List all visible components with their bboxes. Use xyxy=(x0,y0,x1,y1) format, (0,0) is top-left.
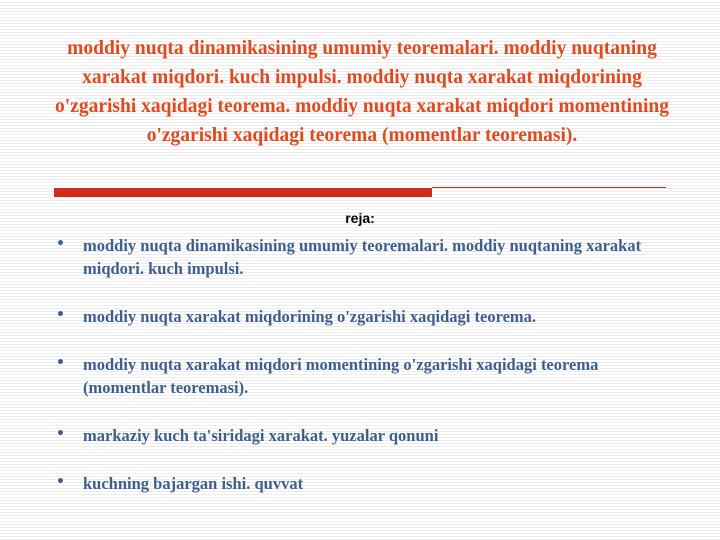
title-divider xyxy=(54,186,666,198)
divider-thick-bar xyxy=(54,188,432,197)
divider-thin-line xyxy=(432,187,666,188)
bullet-icon: • xyxy=(56,307,65,323)
slide-title: moddiy nuqta dinamikasining umumiy teoremalari. moddiy nuqtaning xarakat miqdori. kuch impulsi. moddiy nuqta xarakat miqdorining o'zgarishi xaqidagi teorema. moddiy nuqta xarakat miqdori momentining o'zgarishi xaqidagi teorema (momentlar teoremasi). xyxy=(55,38,669,146)
bullet-icon: • xyxy=(56,355,65,371)
plan-item xyxy=(56,353,656,399)
plan-item-text: moddiy nuqta xarakat miqdorining o'zgarishi xaqidagi teorema. xyxy=(83,307,537,326)
plan-list xyxy=(56,234,656,520)
bullet-icon: • xyxy=(56,474,65,490)
bullet-icon: • xyxy=(56,236,65,252)
plan-item xyxy=(56,305,656,328)
plan-item xyxy=(56,234,656,280)
plan-item-text: kuchning bajargan ishi. quvvat xyxy=(83,474,304,493)
plan-item-text: moddiy nuqta dinamikasining umumiy teoremalari. moddiy nuqtaning xarakat miqdori. kuch impulsi. xyxy=(83,236,642,278)
plan-item-text: moddiy nuqta xarakat miqdori momentining o'zgarishi xaqidagi teorema (momentlar teoremasi). xyxy=(83,355,599,397)
plan-heading: reja: xyxy=(345,210,375,226)
plan-item xyxy=(56,424,656,447)
bullet-icon: • xyxy=(56,426,65,442)
plan-item xyxy=(56,472,656,495)
plan-item-text: markaziy kuch ta'siridagi xarakat. yuzalar qonuni xyxy=(83,426,439,445)
